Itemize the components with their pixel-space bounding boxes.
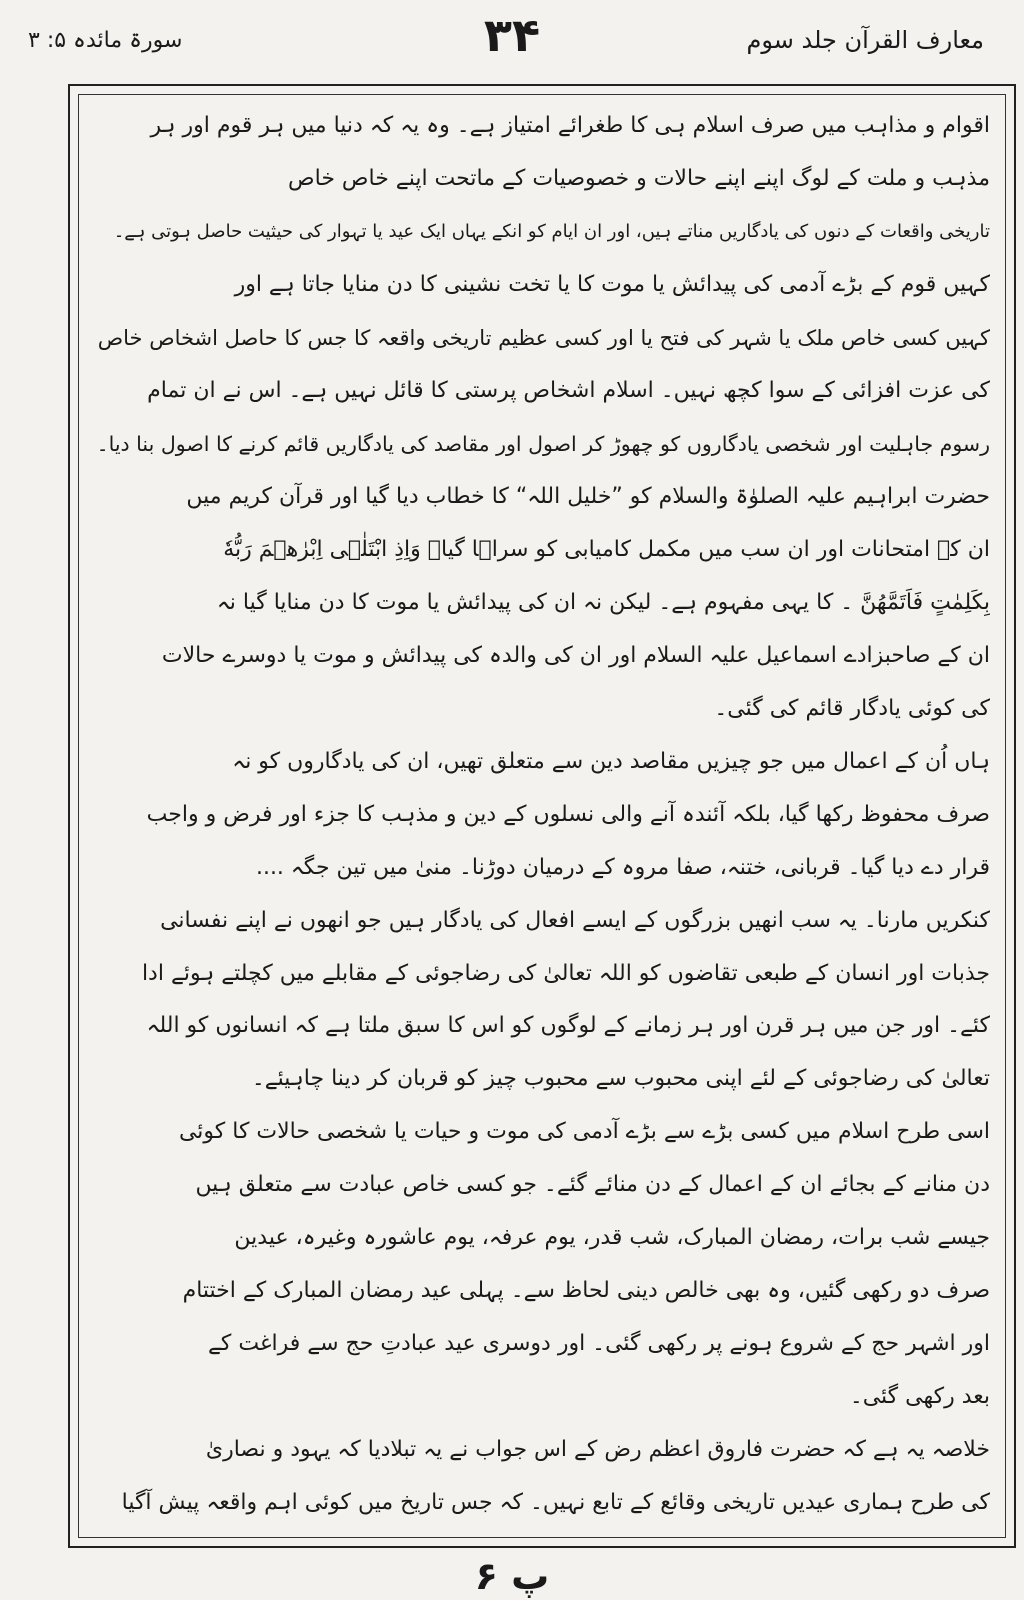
text-line: رسوم جاہلیت اور شخصی یادگاروں کو چھوڑ کر اصول اور مقاصد کی یادگاریں قائم کرنے کا اصول بنا دیا۔	[96, 431, 990, 456]
text-line: ہاں اُن کے اعمال میں جو چیزیں مقاصد دین سے متعلق تھیں، ان کی یادگاروں کو نہ	[232, 748, 990, 774]
page-number: ۳۴	[483, 8, 541, 62]
text-line: کنکریں مارنا۔ یہ سب انھیں بزرگوں کے ایسے افعال کی یادگار ہیں جو انھوں نے اپنے نفسانی	[160, 907, 990, 933]
text-line: کئے۔ اور جن میں ہر قرن اور ہر زمانے کے لوگوں کو اس کا سبق ملتا ہے کہ انسانوں کو اللہ	[146, 1013, 990, 1039]
text-line: کہیں کسی خاص ملک یا شہر کی فتح یا اور کسی عظیم تاریخی واقعہ کا جس کا حاصل اشخاص خاص	[97, 325, 990, 350]
text-line: ان کے صاحبزادے اسماعیل علیہ السلام اور ان کی والدہ کی پیدائش و موت یا دوسرے حالات	[161, 642, 990, 668]
text-line: صرف دو رکھی گئیں، وہ بھی خالص دینی لحاظ سے۔ پہلی عید رمضان المبارک کے اختتام	[182, 1278, 990, 1304]
text-line: صرف محفوظ رکھا گیا، بلکہ آئندہ آنے والی نسلوں کے دین و مذہب کا جزء اور فرض و واجب	[146, 801, 990, 827]
text-line: حضرت ابراہیم علیہ الصلوٰۃ والسلام کو ”خلیل اللہ“ کا خطاب دیا گیا اور قرآن کریم میں	[186, 483, 990, 509]
text-line: بعد رکھی گئی۔	[849, 1384, 990, 1410]
surah-reference: سورۃ مائدہ ۵: ۳	[28, 28, 183, 53]
text-line: جذبات اور انسان کے طبعی تقاضوں کو اللہ تعالیٰ کی رضاجوئی کے مقابلے میں کچلتے ہوئے ادا	[141, 960, 990, 986]
page-header	[0, 0, 1024, 80]
text-line: بِكَلِمٰتٍ فَاَتَمَّهُنَّ ۔ کا یہی مفہوم ہے۔ لیکن نہ ان کی پیدائش یا موت کا دن منایا گیا نہ	[216, 589, 990, 615]
text-line: مذہب و ملت کے لوگ اپنے اپنے حالات و خصوصیات کے ماتحت اپنے خاص خاص	[288, 166, 990, 192]
text-line: خلاصہ یہ ہے کہ حضرت فاروق اعظم رض کے اس جواب نے یہ تبلادیا کہ یہود و نصاریٰ	[205, 1437, 990, 1463]
text-line: جیسے شب برات، رمضان المبارک، شب قدر، یوم عرفہ، یوم عاشورہ وغیرہ، عیدین	[234, 1225, 990, 1251]
text-line: اقوام و مذاہب میں صرف اسلام ہی کا طغرائے امتیاز ہے۔ وہ یہ کہ دنیا میں ہر قوم اور ہر	[150, 113, 990, 139]
text-line: کی طرح ہماری عیدیں تاریخی وقائع کے تابع نہیں۔ کہ جس تاریخ میں کوئی اہم واقعہ پیش آگیا	[121, 1490, 990, 1516]
body-text	[94, 100, 990, 1530]
text-line: تعالیٰ کی رضاجوئی کے لئے اپنی محبوب سے محبوب چیز کو قربان کر دینا چاہیئے۔	[251, 1066, 990, 1092]
text-line: کی عزت افزائی کے سوا کچھ نہیں۔ اسلام اشخاص پرستی کا قائل نہیں ہے۔ اس نے ان تمام	[147, 378, 990, 404]
text-line: اور اشہر حج کے شروع ہونے پر رکھی گئی۔ اور دوسری عید عبادتِ حج سے فراغت کے	[208, 1331, 990, 1357]
footer-mark: پ ۶	[474, 1554, 550, 1598]
text-line: اسی طرح اسلام میں کسی بڑے سے بڑے آدمی کی موت و حیات یا شخصی حالات کا کوئی	[178, 1119, 990, 1145]
book-title: معارف القرآن جلد سوم	[746, 26, 984, 54]
text-line: کہیں قوم کے بڑے آدمی کی پیدائش یا موت کا یا تخت نشینی کا دن منایا جاتا ہے اور	[234, 272, 990, 298]
text-line: کی کوئی یادگار قائم کی گئی۔	[714, 695, 990, 721]
text-line: قرار دے دیا گیا۔ قربانی، ختنہ، صفا مروہ کے درمیان دوڑنا۔ منیٰ میں تین جگہ ....	[255, 854, 990, 880]
text-line: ان کے امتحانات اور ان سب میں مکمل کامیابی کو سراہا گیا۔ وَاِذِ ابْتَلٰۤى اِبْرٰهٖمَ رَبُّهٗ	[223, 536, 990, 562]
text-line: تاریخی واقعات کے دنوں کی یادگاریں مناتے ہیں، اور ان ایام کو انکے یہاں ایک عید یا تہوار کی حیثیت حاصل ہوتی ہے۔	[113, 221, 990, 243]
text-line: دن منانے کے بجائے ان کے اعمال کے دن منائے گئے۔ جو کسی خاص عبادت سے متعلق ہیں	[195, 1172, 990, 1198]
